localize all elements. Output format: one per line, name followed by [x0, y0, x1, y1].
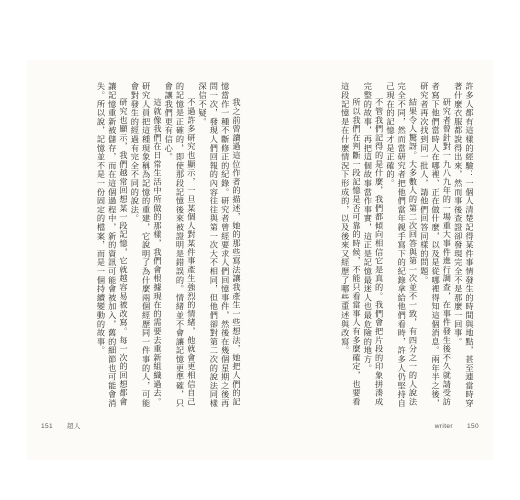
right-paragraph-4: 不管我們記得的是什麼，我們都傾向相信它是真的。我們會把片段的印象拼湊成完整的故事，再把這個故事當作事實，這正是記憶最迷人也最危險的地方。 — [363, 82, 385, 407]
right-paragraph-3: 結果令人驚訝。大多數人的第二次回答與第一次並不一致，有四分之一的人說法完全不同，然而當研究者把他們當年親手寫下的紀錄拿給他們看時，許多人仍堅持自己現在的記憶才是正確的。 — [385, 82, 419, 408]
right-paragraph-2: 研究者曾針對一九八九年的一場重大事件進行調查，在事件發生後不久就請受訪者寫下他們當時人在哪裡、正在做什麼，以及是從哪裡得知這個消息。兩年半之後，研究者再次找到同一批人，請他們回答同樣的問題。 — [419, 82, 453, 408]
right-paragraph-1: 許多人都有這樣的經驗：一個人清楚記得某件事情發生的時間與地點，甚至連當時穿著什麼衣服都說得出來，然而事後查證卻發現完全不是那麼一回事。 — [453, 82, 475, 408]
right-paragraph-5: 所以我們在判斷一段記憶是否可靠的時候，不能只看當事人有多麼確定，也要看這段記憶是在什麼情況下形成的，以及後來又經歷了哪些重述與改寫。 — [340, 82, 363, 407]
left-page-number: 151 — [41, 423, 54, 430]
left-page — [27, 60, 260, 460]
right-page — [260, 60, 493, 460]
right-page-number: 150 — [466, 423, 479, 430]
right-page-body — [270, 82, 475, 412]
left-page-body — [42, 82, 242, 412]
left-paragraph-1: 我之前曾讀過這位作者的描述，她的那些寫法讓我產生一些想法，她把人們的記憶當作一種不斷修正的紀錄。研究者曾經要求人們回憶事件，然後在幾個星期之後再問一次，發現人們回報的內容往往與第一次大不相同，但他們卻對第二次的說法同樣深信不疑。 — [198, 82, 242, 408]
left-paragraph-4: 研究也顯示，我們越常回想某一段記憶，它就越容易被改寫。每一次的回想都會讓記憶重新被儲存，而在這個過程中，新的資訊可能會被加入，舊的細節也可能會消失。所以說，記憶並不是一份固定的檔案，而是一個持續變動的故事。 — [96, 82, 130, 408]
left-paragraph-3: 這就像我們在日常生活中所做的那樣，我們會根據現在的需要去重新組織過去。研究人員把這種現象稱為記憶的重建，它說明了為什麼兩個經歷同一件事的人，可能會對發生的經過有完全不同的說法。 — [130, 82, 163, 408]
right-running-head: writer — [434, 423, 453, 430]
left-running-head: 超人 — [67, 423, 81, 430]
left-paragraph-2: 不過許多研究也顯示，一旦某個人對某件事產生強烈的情緒，他就會更相信自己的記憶是正確的，即使那段記憶後來被證明是錯誤的。情緒並不會讓記憶更準確，只會讓我們更有信心。 — [164, 82, 197, 408]
